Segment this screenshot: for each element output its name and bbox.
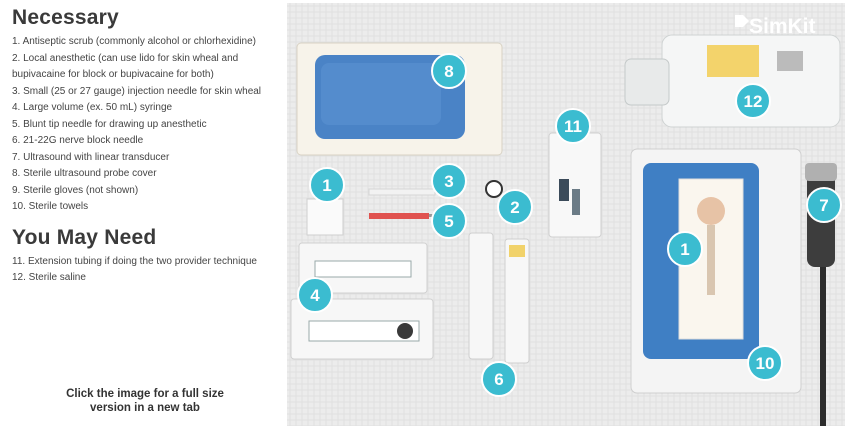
- extension-tubing-package: [549, 133, 601, 237]
- badge-5: [432, 204, 466, 238]
- badge-8: [432, 54, 466, 88]
- list-item: 12. Sterile saline: [12, 272, 86, 283]
- list-item: 9. Sterile gloves (not shown): [12, 184, 139, 196]
- badge-10: [748, 346, 782, 380]
- antiseptic-packet: [307, 199, 343, 235]
- list-item: bupivacaine for block or bupivacaine for both): [12, 69, 214, 80]
- necessary-heading: Necessary: [12, 6, 119, 29]
- instructions-panel: [12, 6, 284, 287]
- list-item: 8. Sterile ultrasound probe cover: [12, 168, 157, 179]
- equipment-photo-image: [287, 3, 845, 426]
- list-item: 6. 21-22G nerve block needle: [12, 135, 144, 146]
- badge-11: [556, 109, 590, 143]
- full-size-note[interactable]: [40, 387, 250, 415]
- badge-4: [298, 278, 332, 312]
- list-item: 2. Local anesthetic (can use lido for skin wheal and: [12, 52, 239, 64]
- probe-cover-package: [297, 43, 502, 155]
- simkit-logo-text: SimKit: [749, 15, 816, 38]
- svg-text:6: 6: [494, 370, 504, 389]
- anesthetic-vial: [486, 181, 502, 197]
- badge-7: [807, 188, 841, 222]
- svg-text:11: 11: [564, 117, 582, 136]
- svg-text:7: 7: [819, 196, 829, 215]
- list-item: 10. Sterile towels: [12, 201, 89, 212]
- badge-12: [736, 84, 770, 118]
- svg-text:1: 1: [322, 176, 332, 195]
- list-item: 3. Small (25 or 27 gauge) injection needle for skin wheal: [12, 85, 262, 97]
- badge-2: [498, 190, 532, 224]
- svg-text:12: 12: [743, 92, 763, 111]
- svg-text:2: 2: [510, 198, 520, 217]
- badge-6: [482, 362, 516, 396]
- badge-1: [310, 168, 344, 202]
- badge-3: [432, 164, 466, 198]
- list-item: 1. Antiseptic scrub (commonly alcohol or chlorhexidine): [12, 36, 256, 47]
- svg-text:8: 8: [444, 62, 454, 81]
- list-item: 4. Large volume (ex. 50 mL) syringe: [12, 102, 173, 113]
- list-item: 11. Extension tubing if doing the two provider technique: [12, 255, 257, 267]
- svg-text:4: 4: [310, 286, 320, 305]
- you-may-need-list: [12, 254, 284, 287]
- badge-1-towel: [668, 232, 702, 266]
- svg-text:1: 1: [680, 240, 690, 259]
- equipment-photo[interactable]: [287, 3, 845, 426]
- you-may-need-heading: You May Need: [12, 225, 157, 249]
- list-item: 7. Ultrasound with linear transducer: [12, 151, 170, 163]
- list-item: 5. Blunt tip needle for drawing up anesthetic: [12, 118, 207, 130]
- svg-text:10: 10: [755, 354, 775, 373]
- svg-text:5: 5: [444, 212, 454, 231]
- svg-text:3: 3: [444, 172, 454, 191]
- note-line-1: Click the image for a full size: [66, 388, 224, 400]
- note-line-2: version in a new tab: [90, 402, 200, 414]
- necessary-list: [12, 34, 284, 216]
